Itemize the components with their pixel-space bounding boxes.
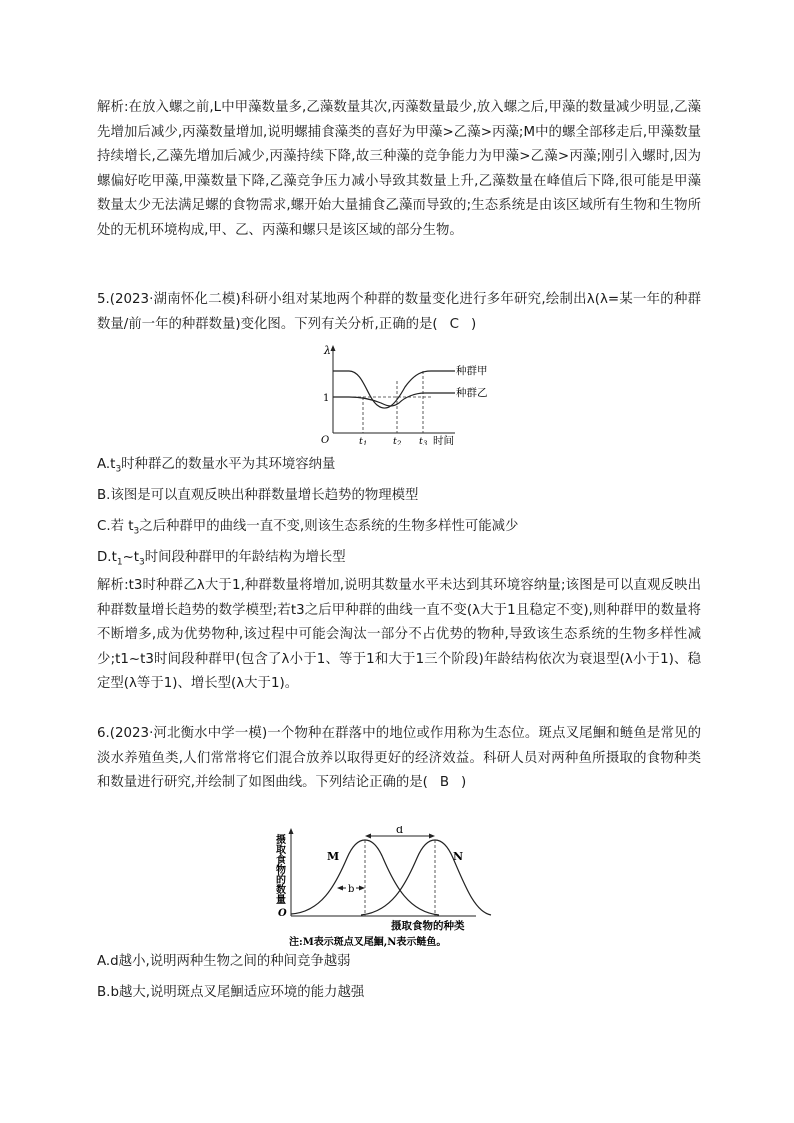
curve-m-label: M [327,850,340,863]
legend-species-b: 种群乙 [456,387,488,399]
question-5 [97,288,701,337]
y-axis-label: λ [324,344,331,357]
analysis-previous-question [97,96,701,244]
d-arrow-right [429,834,435,839]
question-5-stem-text: 5.(2023·湖南怀化二模)科研小组对某地两个种群的数量变化进行多年研究,绘制出λ(λ=某一年的种群数量/前一年的种群数量)变化图。下列有关分析,正确的是( [97,292,701,332]
question-5-analysis [97,574,701,697]
option-d-text: 时间段种群甲的年龄结构为增长型 [144,550,346,565]
lambda-chart [315,343,505,445]
origin-label: O [278,908,287,919]
option-d-subscript-2: 3 [139,557,145,568]
niche-chart-svg [261,826,511,952]
question-6-option-b [97,981,364,1005]
x-axis-label: 摄取食物的种类 [391,920,465,932]
d-label: d [396,826,404,836]
niche-chart [261,826,511,952]
question-5-option-b [97,484,418,508]
option-d-mid: ~t [122,550,140,565]
option-c-subscript: 3 [133,526,140,537]
question-6 [97,722,701,796]
question-6-stem [97,722,701,796]
option-d-subscript-1: 1 [116,557,123,568]
series-species-b [333,393,455,406]
option-c-prefix: C.若 t [97,519,134,534]
b-arrow-left [337,886,343,891]
option-a-text: 时种群乙的数量水平为其环境容纳量 [121,457,336,472]
x-tick-t3: $t_3$ [419,436,428,445]
lambda-chart-svg [315,343,505,445]
analysis-text: 解析:在放入螺之前,L中甲藻数量多,乙藻数量其次,丙藻数量最少,放入螺之后,甲藻的数量减少明显,乙藻先增加后减少,丙藻数量增加,说明螺捕食藻类的喜好为甲藻>乙藻>丙藻;M中的螺全部移走后,甲藻数量持续增长,乙藻先增加后减少,丙藻持续下降,故三种藻的竞争能力为甲藻>乙藻>丙藻;刚引入螺时,因为螺偏好吃甲藻,甲藻数量下降,乙藻竞争压力减小导致其数量上升,乙藻数量在峰值后下降,很可能是甲藻数量太少无法满足螺的食物需求,螺开始大量捕食乙藻而导致的;生态系统是由该区域所有生物和生物所处的无机环境构成,甲、乙、丙藻和螺只是该区域的部分生物。 [97,100,701,238]
question-5-option-c [97,515,518,544]
b-arrow-right [359,886,365,891]
legend-species-a: 种群甲 [456,365,488,377]
option-a-prefix: A.t [97,457,116,472]
y-tick-1: 1 [323,393,330,404]
y-axis-arrow [289,828,294,834]
option-a-text: A.d越小,说明两种生物之间的种间竞争越弱 [97,954,351,969]
series-species-a [333,371,455,408]
question-5-close-paren: ) [470,316,477,332]
x-axis-label: 时间 [433,435,454,445]
question-5-option-a [97,453,335,482]
question-6-close-paren: ) [461,775,467,791]
y-axis-label: 摄取食物的数量 [273,834,285,904]
option-d-prefix: D.t [97,550,117,565]
option-b-text: B.该图是可以直观反映出种群数量增长趋势的物理模型 [97,488,419,503]
option-c-text: 之后种群甲的曲线一直不变,则该生态系统的生物多样性可能减少 [139,519,519,534]
question-5-option-d [97,546,346,575]
curve-n-label: N [453,850,464,863]
question-5-answer: C [449,316,459,332]
question-6-option-a [97,950,351,974]
origin-label: O [321,435,330,445]
x-tick-t1: $t_1$ [359,436,368,445]
question-6-stem-text: 6.(2023·河北衡水中学一模)一个物种在群落中的地位或作用称为生态位。斑点叉尾鮰和鲢鱼是常见的淡水养殖鱼类,人们常常将它们混合放养以取得更好的经济效益。科研人员对两种鱼所摄取的食物种类和数量进行研究,并绘制了如图曲线。下列结论正确的是( [97,726,701,791]
figure-note: 注:M表示斑点叉尾鮰,N表示鲢鱼。 [289,937,447,948]
question-5-stem [97,288,701,337]
option-b-text: B.b越大,说明斑点叉尾鮰适应环境的能力越强 [97,985,365,1000]
y-axis-arrow [331,345,336,351]
x-tick-t2: $t_2$ [393,436,402,445]
question-5-analysis-text: 解析:t3时种群乙λ大于1,种群数量将增加,说明其数量水平未达到其环境容纳量;该图是可以直观反映出种群数量增长趋势的数学模型;若t3之后甲种群的曲线一直不变(λ大于1且稳定不变),则种群甲的数量将不断增多,成为优势物种,该过程中可能会淘汰一部分不占优势的物种,导致该生态系统的生物多样性减少;t1~t3时间段种群甲(包含了λ小于1、等于1和大于1三个阶段)年龄结构依次为衰退型(λ小于1)、稳定型(λ等于1)、增长型(λ大于1)。 [97,578,701,692]
question-6-answer: B [439,775,450,791]
option-a-subscript: 3 [115,464,122,475]
d-arrow-left [365,834,371,839]
b-label: b [348,884,355,895]
curve-n [361,840,491,915]
